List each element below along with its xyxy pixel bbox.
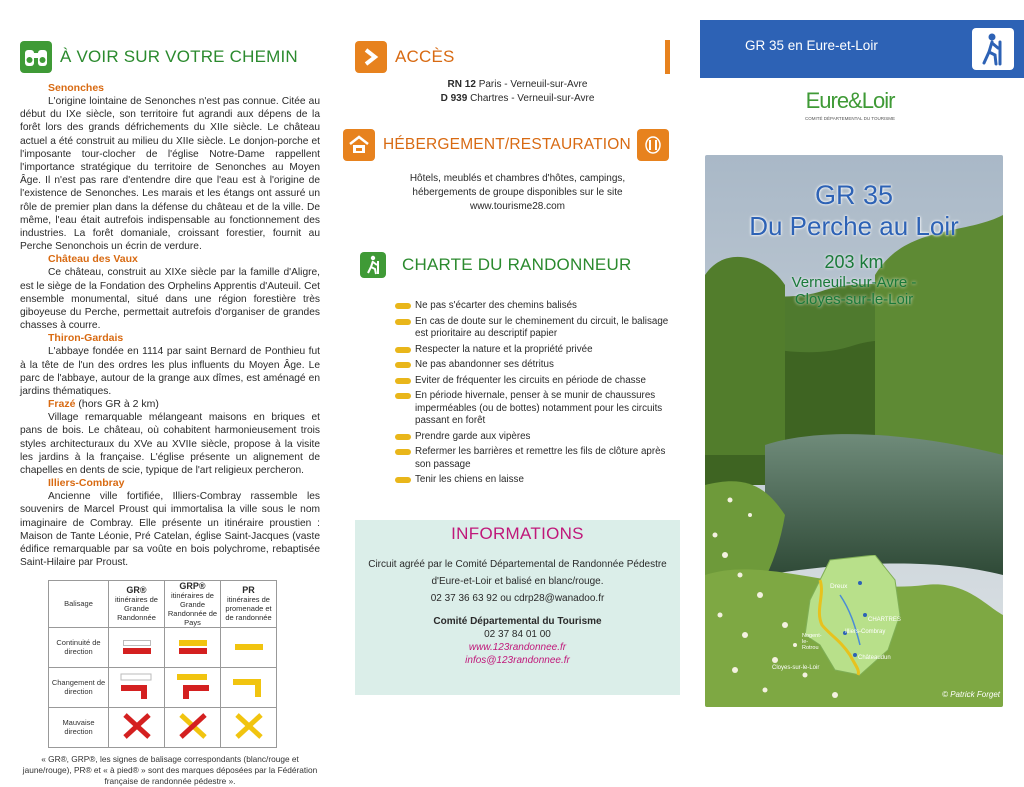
- binoculars-icon: [20, 41, 52, 73]
- cdrp-contact[interactable]: 02 37 36 63 92 ou cdrp28@wanadoo.fr: [430, 593, 605, 604]
- place-name: Frazé (hors GR à 2 km): [48, 398, 159, 411]
- map-label: Illiers-Combray: [845, 629, 886, 635]
- place-text: Village remarquable mélangeant maisons en briques et pans de bois. Le château, où cohabitent harmonieusement trois styles architecturaux du XVe au XVIIe siècle, propose à la visite les jardins à la française. L'église présente un alignement de chapelles en dents de scie, typique de l'art religieux percheron.: [20, 412, 320, 477]
- cdt-phone: 02 37 84 01 00: [484, 629, 551, 640]
- see-title: À VOIR SUR VOTRE CHEMIN: [60, 47, 298, 66]
- charte-item: Eviter de fréquenter les circuits en période de chasse: [393, 375, 673, 388]
- cover-subtitle: Du Perche au Loir: [749, 211, 959, 241]
- pencil-icon: [395, 319, 411, 325]
- charte-title: CHARTE DU RANDONNEUR: [402, 255, 632, 274]
- cdt-name: Comité Départemental du Tourisme: [433, 616, 602, 627]
- eure-loir-logo: Eure&Loir COMITÉ DÉPARTEMENTAL DU TOURISME: [805, 88, 895, 121]
- legend-row-label: Mauvaise direction: [49, 707, 109, 747]
- charte-item: Tenir les chiens en laisse: [393, 474, 673, 487]
- pr-continuity-mark: [221, 627, 277, 667]
- cdt-email-link[interactable]: infos@123randonnee.fr: [465, 655, 570, 666]
- map-label: Nogent-le-Rotrou: [802, 633, 822, 651]
- places-list: [20, 82, 320, 570]
- acces-row: D 939 Chartres - Verneuil-sur-Avre: [440, 93, 595, 104]
- pencil-icon: [395, 449, 411, 455]
- house-bed-icon: [343, 129, 375, 161]
- photo-credit: © Patrick Forget: [942, 690, 1000, 699]
- informations-box: [355, 520, 680, 695]
- grp-wrong-mark: [165, 707, 221, 747]
- acces-row: RN 12 Paris - Verneuil-sur-Avre: [447, 79, 588, 90]
- legend-row-label: Continuité de direction: [49, 627, 109, 667]
- arrow-right-icon: [355, 41, 387, 73]
- place-name: Senonches: [48, 82, 105, 94]
- cdt-website-link[interactable]: www.123randonnee.fr: [468, 642, 567, 653]
- see-header: [20, 40, 320, 74]
- charte-item: Refermer les barrières et remettre les fils de clôture après son passage: [393, 446, 673, 471]
- marking-legend-table: [48, 580, 277, 748]
- hebergement-header: [343, 128, 680, 162]
- gr-continuity-mark: [109, 627, 165, 667]
- map-label: CHARTRES: [868, 617, 901, 623]
- hiker-icon: [360, 252, 386, 278]
- place-text: Ancienne ville fortifiée, Illiers-Combray rassemble les souvenirs de Marcel Proust qui immortalisa la ville sous le nom imaginaire de Combray. Elle présente un itinéraire proustien : Maison de Tante Léonie, Pré Catelan, église Saint-Jacques (vaste édifice remarquable par sa voûte en bois polychrome, rebaptisée Saint-Hilaire par Proust.: [20, 491, 320, 569]
- charte-list: [393, 300, 673, 487]
- acces-header: [355, 40, 680, 74]
- charte-item: Ne pas abandonner ses détritus: [393, 359, 673, 372]
- cover-title: [705, 180, 1003, 308]
- map-label: Dreux: [830, 583, 848, 590]
- charte-item: Ne pas s'écarter des chemins balisés: [393, 300, 673, 313]
- tourism-website-link[interactable]: www.tourisme28.com: [469, 201, 566, 212]
- legend-header: Balisage: [49, 580, 109, 627]
- gr-wrong-mark: [109, 707, 165, 747]
- legend-pr-head: PR itinéraires de promenade et de randonnée: [221, 580, 277, 627]
- charte-item: Prendre garde aux vipères: [393, 431, 673, 444]
- charte-item: En période hivernale, penser à se munir de chaussures imperméables (ou de bottes) notamment pour les circuits passant en forêt: [393, 390, 673, 428]
- legend-grp-head: GRP® itinéraires de Grande Randonnée de Pays: [165, 580, 221, 627]
- legend-gr-head: GR® itinéraires de Grande Randonnée: [109, 580, 165, 627]
- map-label: Châteaudun: [858, 655, 891, 661]
- trademark-footnote: « GR®, GRP®, les signes de balisage correspondants (blanc/rouge et jaune/rouge), PR® et « à pied® » sont des marques déposées par la Fédération française de randonnée pédestre ».: [22, 753, 318, 786]
- gr-turn-mark: [109, 667, 165, 707]
- hebergement-text: Hôtels, meublés et chambres d'hôtes, campings, hébergements de groupe disponibles sur le site www.tourisme28.com: [355, 172, 680, 214]
- acces-list: [355, 78, 680, 106]
- place-text: L'abbaye fondée en 1114 par saint Bernard de Ponthieu fut à la tête de l'un des ordres les plus influents du Moyen Âge. Le parc de l'abbaye, autour de la grange aux dîmes, est aménagé en jardins thématiques.: [20, 346, 320, 398]
- see-on-path-column: [20, 40, 320, 787]
- grp-turn-mark: [165, 667, 221, 707]
- cover-to: Cloyes-sur-le-Loir: [794, 291, 914, 308]
- legend-row-label: Changement de direction: [49, 667, 109, 707]
- place-name: Illiers-Combray: [48, 477, 125, 490]
- place-name: Thiron-Gardais: [48, 332, 124, 345]
- informations-text: Circuit agréé par le Comité Départemental de Randonnée Pédestre d'Eure-et-Loir et balisé en blanc/rouge. 02 37 36 63 92 ou cdrp28@wanadoo.fr Comité Départemental du Tourisme 02 37 84 01 00 www.123randonnee.fr infos@123randonnee.fr: [355, 556, 680, 667]
- cover-gr-number: GR 35: [814, 180, 894, 210]
- place-name: Château des Vaux: [48, 253, 138, 266]
- place-text: L'origine lointaine de Senonches n'est pas connue. Citée au début du IXe siècle, son territoire fut agrandi aux dépens de la forêt lors des grands défrichements du XIIe siècle. Le château actuel a été construit au milieu du XIIe siècle. Le donjon-porche et l'imposante tour-clocher de l'église Notre-Dame rappellent l'importance stratégique du territoire de Senonches au Moyen Âge. Il n'est pas rare d'entendre dire que l'eau est à l'origine de l'existence de Senonches. Les marais et les étangs ont assuré un rôle de premier plan dans la défense du château et de la ville. De même, l'eau était autrefois indispensable au fonctionnement des industries. La forêt domaniale, croissant forestier, fournit au Perche Senonchois un écrin de verdure.: [20, 96, 320, 253]
- pencil-icon: [395, 434, 411, 440]
- cover-distance: 203 km: [824, 252, 884, 272]
- pr-wrong-mark: [221, 707, 277, 747]
- charte-header: [360, 248, 680, 282]
- map-label: Cloyes-sur-le-Loir: [772, 665, 820, 671]
- charte-item: Respecter la nature et la propriété privée: [393, 344, 673, 357]
- cover-banner: [700, 20, 1024, 78]
- pencil-icon: [395, 477, 411, 483]
- pencil-icon: [395, 347, 411, 353]
- grp-continuity-mark: [165, 627, 221, 667]
- practical-info-column: [355, 40, 680, 490]
- pencil-icon: [395, 378, 411, 384]
- hiker-icon: [972, 28, 1014, 70]
- acces-title: ACCÈS: [395, 47, 455, 66]
- pencil-icon: [395, 393, 411, 399]
- charte-item: En cas de doute sur le cheminement du circuit, le balisage est prioritaire au descriptif papier: [393, 316, 673, 341]
- cutlery-icon: [637, 129, 669, 161]
- banner-title: GR 35 en Eure-et-Loir: [745, 38, 878, 53]
- informations-title: INFORMATIONS: [451, 524, 584, 543]
- cover-from: Verneuil-sur-Avre -: [791, 274, 917, 291]
- pencil-icon: [395, 362, 411, 368]
- pr-turn-mark: [221, 667, 277, 707]
- place-text: Ce château, construit au XIXe siècle par la famille d'Aligre, est le siège de la Fondation des Orphelins Apprentis d'Auteuil. Cet ensemble monumental, situé dans une région forestière très giboyeuse du Perche, permettait autrefois d'organiser de grandes chasses à courre.: [20, 267, 320, 332]
- pencil-icon: [395, 303, 411, 309]
- department-map: [772, 555, 910, 680]
- hebergement-title: HÉBERGEMENT/RESTAURATION: [383, 136, 631, 153]
